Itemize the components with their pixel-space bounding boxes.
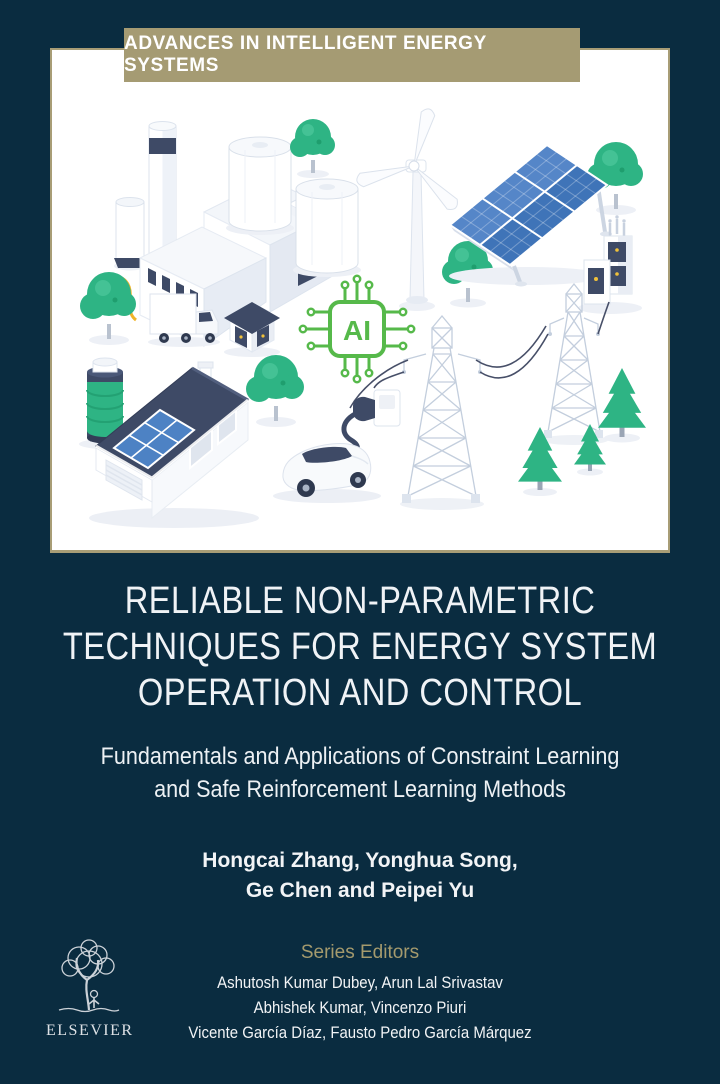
deciduous-tree [246, 355, 304, 427]
deciduous-tree [290, 119, 335, 178]
charging-plug [353, 397, 375, 421]
author-line: Ge Chen and Peipei Yu [245, 879, 475, 902]
electric-car-charging [273, 390, 400, 503]
pine-trees [518, 368, 646, 496]
series-banner [124, 28, 580, 82]
publisher-name: ELSEVIER [46, 1022, 134, 1039]
author-names [0, 846, 720, 906]
deciduous-tree [80, 272, 136, 345]
title-line: RELIABLE NON-PARAMETRIC [124, 580, 596, 622]
series-editor-line: Vicente García Díaz, Fausto Pedro García Márquez [188, 1023, 532, 1042]
ai-chip-label: AI [343, 315, 371, 346]
publisher-logo-block [46, 936, 132, 1040]
series-banner-label: ADVANCES IN INTELLIGENT ENERGY SYSTEMS [124, 33, 487, 76]
book-subtitle [0, 740, 720, 806]
author-line: Hongcai Zhang, Yonghua Song, [202, 849, 518, 872]
pine-tree [598, 368, 646, 443]
energy-system-illustration [52, 50, 668, 549]
series-editor-line: Ashutosh Kumar Dubey, Arun Lal Srivastav [217, 973, 503, 992]
series-editors-heading: Series Editors [300, 942, 420, 963]
subtitle-line: and Safe Reinforcement Learning Methods [154, 776, 566, 803]
wind-turbine [355, 107, 460, 311]
book-title [0, 578, 720, 716]
elsevier-tree-logo-icon [49, 936, 129, 1016]
cover-illustration-panel [50, 48, 670, 553]
title-line: OPERATION AND CONTROL [137, 672, 583, 714]
subtitle-line: Fundamentals and Applications of Constraint Learning [100, 743, 620, 770]
title-line: TECHNIQUES FOR ENERGY SYSTEM [62, 626, 658, 668]
transformer-station [578, 215, 642, 314]
series-editor-line: Abhishek Kumar, Vincenzo Piuri [253, 998, 467, 1017]
ai-chip-icon [300, 276, 414, 382]
